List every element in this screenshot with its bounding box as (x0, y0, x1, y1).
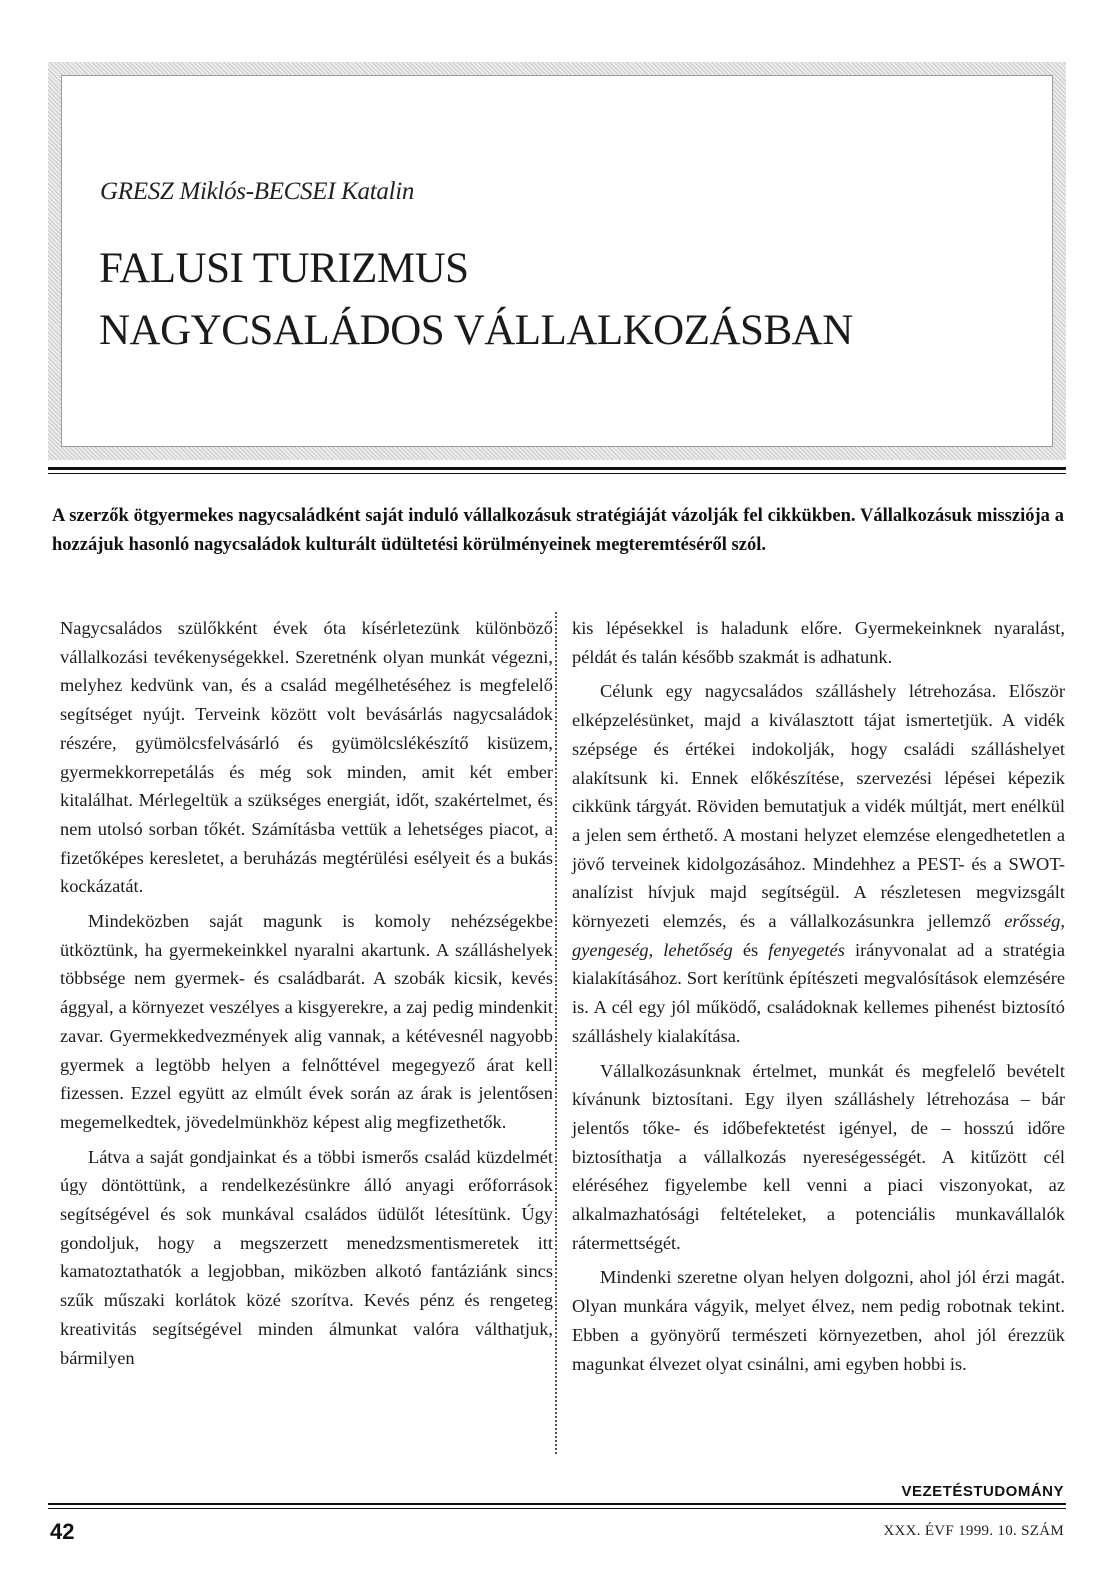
title-line-1: FALUSI TURIZMUS (99, 245, 469, 292)
italic-term: fenyegetés (768, 939, 845, 960)
footer-rule (48, 1503, 1066, 1509)
title-panel-inner (61, 75, 1053, 447)
body-paragraph: Nagycsaládos szülőkként évek óta kísérletezünk különböző vállalkozási tevékenységekkel. Szeretnénk olyan munkát végezni, melyhez kedvünk van, és a család megélhetéséhez is megfelelő segítséget nyújt. Terveink között volt bevásárlás nagycsaládok részére, gyümölcsfelvásárló és gyümölcslékészítő kisüzem, gyermekkorrepetálás és még sok minden, amit két ember kitalálhat. Mérlegeltük a szükséges energiát, időt, szakértelmet, és nem utolsó sorban tőkét. Számításba vettük a lehetséges piacot, a fizetőképes keresletet, a beruházás megtérülési esélyeit és a bukás kockázatát. (60, 618, 553, 897)
body-paragraph: Látva a saját gondjainkat és a többi ismerős család küzdelmét úgy döntöttünk, a rendelkezésünkre álló anyagi erőforrások segítségével és sok munkával családos üdülőt létesítünk. Úgy gondoljuk, hogy a megszerzett menedzsmentismeretek itt kamatoztathatók a legjobban, miközben alkotó fantáziánk sincs szűk műszaki korlátok közé szorítva. Kevés pénz és rengeteg kreativitás segítségével minden álmunkat valóra válthatjuk, bármilyen (60, 1146, 553, 1368)
body-paragraph (572, 677, 1065, 1050)
body-paragraph: Vállalkozásunknak értelmet, munkát és megfelelő bevételt kívánunk biztosítani. Egy ilyen szálláshely létrehozása – bár jelentős tőke- és időbefektetést igényel, de – hosszú időre biztosíthatja a vállalkozás nyereségességét. A kitűzött cél eléréséhez figyelembe kell venni a piaci viszonyokat, az alkalmazhatósági feltételeket, a potenciális munkavállalók rátermettségét. (572, 1060, 1065, 1253)
body-text: és (732, 939, 769, 960)
article-title (99, 238, 853, 362)
abstract: A szerzők ötgyermekes nagycsaládként saját induló vállalkozásuk stratégiáját vázolják fel cikkükben. Vállalkozásuk missziója a hozzájuk hasonló nagycsaládok kulturált üdültetési körülményeinek megteremtéséről szól. (52, 506, 1064, 555)
header-rule (48, 467, 1066, 474)
body-paragraph: kis lépésekkel is haladunk előre. Gyermekeinknek nyaralást, példát és talán később szakmát is adhatunk. (572, 618, 1065, 667)
left-column (60, 614, 553, 1378)
body-text: Célunk egy nagycsaládos szálláshely létrehozása. Először elképzelésünket, majd a kiválasztott tájat ismertetjük. A vidék szépsége és értékei indokolják, hogy családi szálláshelyet alakítsunk ki. Ennek előkészítése, szervezési lépései képezik cikkünk tárgyát. Röviden bemutatjuk a vidék múltját, mert enélkül a jelen sem érthető. A mostani helyzet elemzése elengedhetetlen a jövő terveinek kidolgozásához. Mindehhez a PEST- és a SWOT-analízist hívjuk majd segítségül. A részletesen megvizsgált környezeti elemzés, és a vállalkozásunkra jellemző (572, 681, 1065, 932)
page-number: 42 (50, 1519, 75, 1544)
title-panel (48, 62, 1066, 460)
body-text: irányvonalat ad a stratégia kialakításához. Sort kerítünk építészeti megvalósítások elemzésére is. A cél egy jól működő, családoknak kellemes pihenést biztosító szálláshely kialakítása. (572, 939, 1066, 1046)
italic-terms: erősség, gyengeség, lehetőség (572, 911, 1065, 960)
article-authors: GRESZ Miklós-BECSEI Katalin (100, 178, 415, 205)
issue-info: XXX. ÉVF 1999. 10. SZÁM (883, 1523, 1064, 1539)
column-divider (555, 612, 557, 1454)
title-line-2: NAGYCSALÁDOS VÁLLALKOZÁSBAN (99, 307, 853, 354)
journal-name: VEZETÉSTUDOMÁNY (901, 1483, 1064, 1500)
right-column (572, 614, 1065, 1384)
body-paragraph: Mindenki szeretne olyan helyen dolgozni, ahol jól érzi magát. Olyan munkára vágyik, melyet élvez, nem pedig robotnak tekint. Ebben a gyönyörű természeti környezetben, ahol jól érezzük magunkat élvezet olyat csinálni, ami egyben hobbi is. (572, 1267, 1065, 1374)
body-paragraph: Mindeközben saját magunk is komoly nehézségekbe ütköztünk, ha gyermekeinkkel nyaralni akartunk. A szálláshelyek többsége nem gyermek- és családbarát. A szobák kicsik, kevés ággyal, a környezet veszélyes a kisgyerekre, a zaj pedig mindenkit zavar. Gyermekkedvezmények alig vannak, a kétévesnél nagyobb gyermek a legtöbb helyen a felnőttével megegyező árat kell fizessen. Ezzel együtt az elmúlt évek során az árak is jelentősen megemelkedtek, jövedelmünkhöz képest alig megfizethetők. (60, 911, 553, 1132)
